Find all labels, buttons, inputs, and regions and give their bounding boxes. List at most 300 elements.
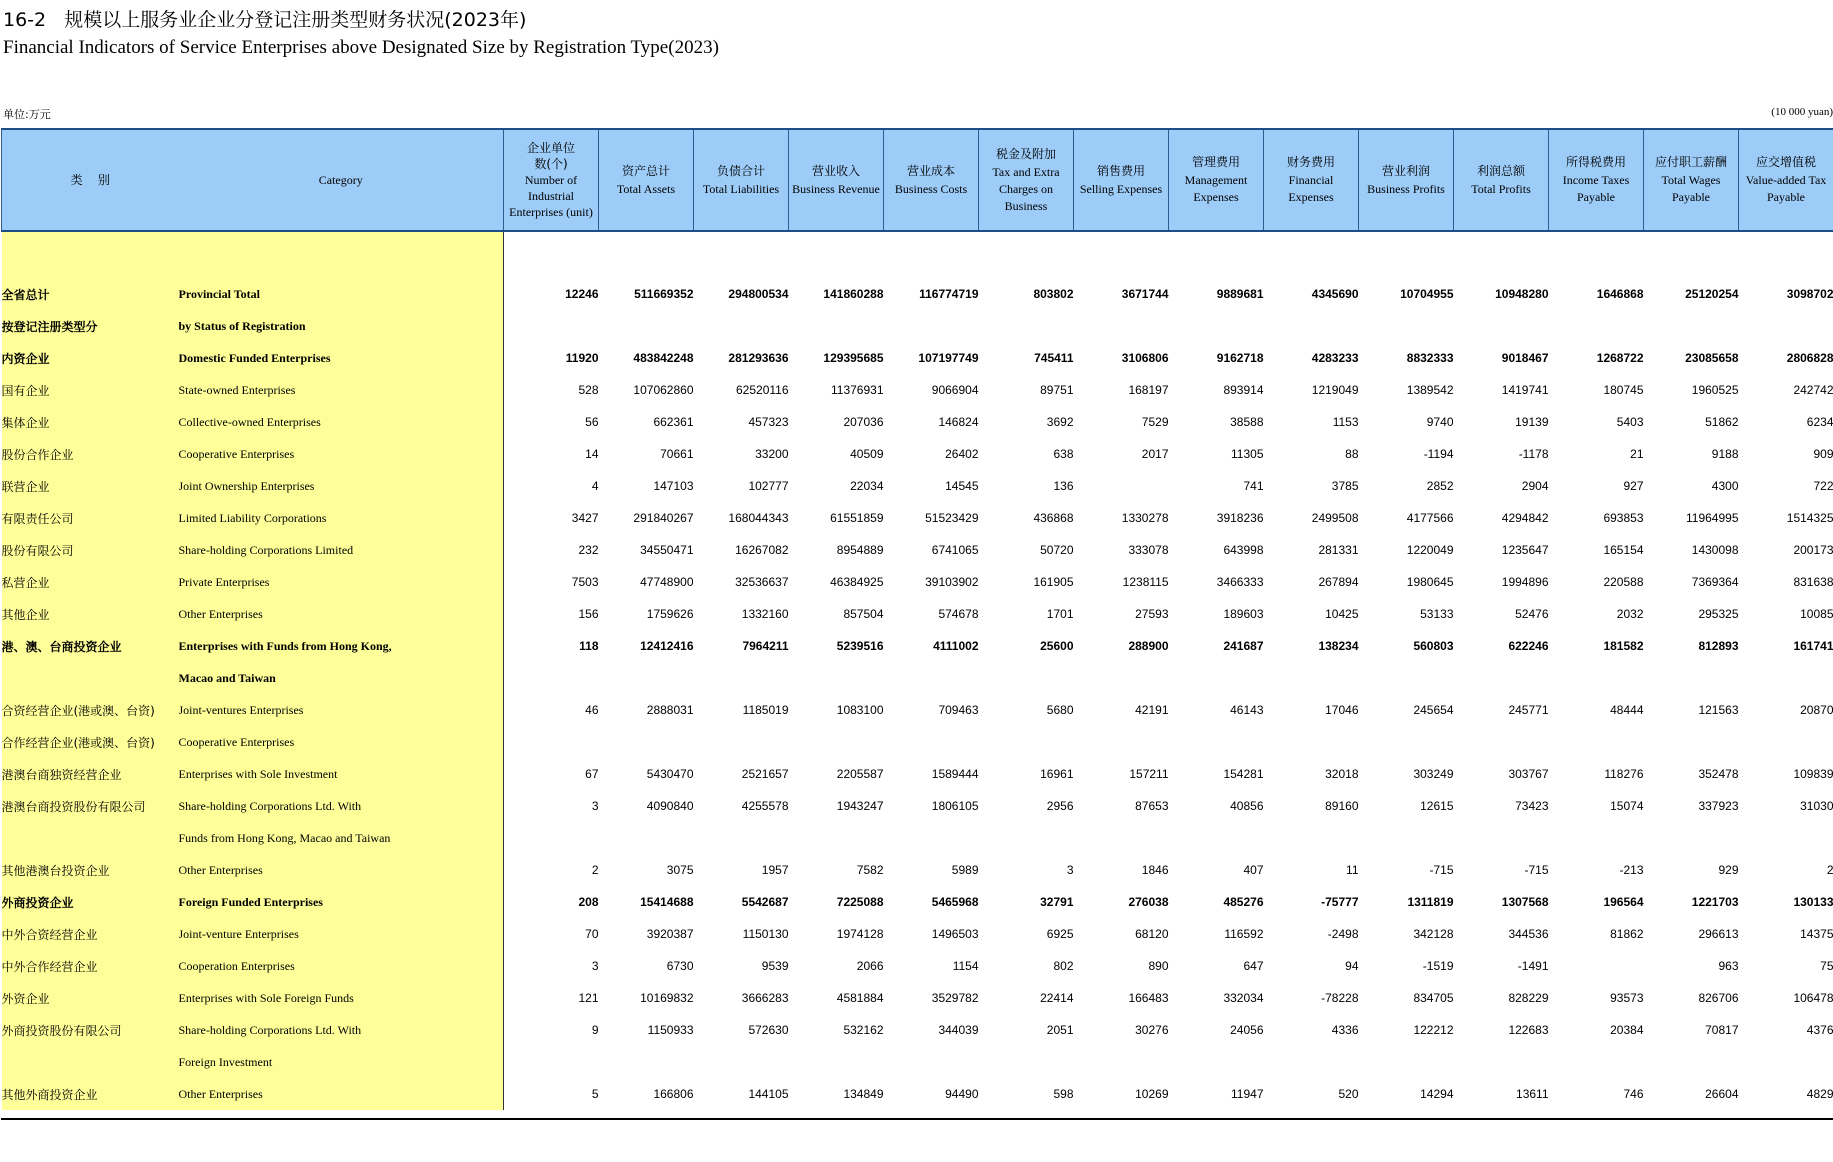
cell-value: -1178: [1518, 447, 1549, 461]
cell-value: 40509: [850, 447, 884, 461]
cell-value: 1980645: [1406, 575, 1454, 589]
cell-value: 6741065: [931, 543, 979, 557]
row-category-cn: 集体企业: [2, 406, 179, 438]
row-category-en: State-owned Enterprises: [179, 374, 504, 406]
cell-value: 46384925: [830, 575, 884, 589]
cell-value: [1739, 310, 1833, 342]
cell-value: 2017: [1141, 447, 1169, 461]
table-code: 16-2: [3, 9, 47, 31]
cell-value: [1454, 822, 1549, 854]
cell-value: 168044343: [728, 511, 789, 525]
cell-value: 1083100: [836, 703, 884, 717]
cell-value: 7529: [1141, 415, 1169, 429]
header-total-liabilities-en: Total Liabilities: [702, 181, 780, 196]
cell-value: -213: [1619, 863, 1644, 877]
cell-value: 12246: [565, 287, 599, 301]
cell-value: 1514325: [1786, 511, 1833, 525]
cell-value: 9889681: [1216, 287, 1264, 301]
cell-value: 242742: [1793, 383, 1833, 397]
cell-value: [1739, 726, 1833, 758]
cell-value: 2051: [1046, 1023, 1074, 1037]
table-row: [2, 566, 1833, 598]
cell-value: 828229: [1508, 991, 1549, 1005]
cell-value: [1264, 822, 1359, 854]
cell-value: 121: [578, 991, 599, 1005]
header-selling-expenses-cn: 销售费用: [1096, 163, 1145, 178]
cell-value: 122212: [1413, 1023, 1454, 1037]
cell-value: [694, 822, 789, 854]
row-category-en: Private Enterprises: [179, 566, 504, 598]
cell-value: [1074, 822, 1169, 854]
cell-value: 3529782: [931, 991, 979, 1005]
row-category-en: Joint Ownership Enterprises: [179, 470, 504, 502]
cell-value: [1074, 662, 1169, 694]
cell-value: -715: [1429, 863, 1454, 877]
header-income-taxes-en: Income Taxes Payable: [1562, 173, 1630, 204]
statistics-table: [1, 128, 1833, 1110]
cell-value: 5: [591, 1087, 599, 1101]
cell-value: [979, 310, 1074, 342]
header-wages-payable: [1644, 129, 1739, 231]
cell-value: 1943247: [836, 799, 884, 813]
cell-value: 9188: [1711, 447, 1739, 461]
cell-value: 826706: [1698, 991, 1739, 1005]
cell-value: 1846: [1141, 863, 1169, 877]
cell-value: 116774719: [919, 287, 979, 301]
table-row: [2, 822, 1833, 854]
cell-value: 511669352: [634, 287, 694, 301]
cell-value: [1074, 310, 1169, 342]
cell-value: 15414688: [640, 895, 694, 909]
cell-value: 2205587: [836, 767, 884, 781]
cell-value: 20870: [1800, 703, 1833, 717]
cell-value: [504, 726, 599, 758]
cell-value: [1074, 1046, 1169, 1078]
cell-value: 189603: [1223, 607, 1264, 621]
header-wages-payable-cn: 应付职工薪酬: [1654, 155, 1727, 169]
cell-value: 141860288: [823, 287, 884, 301]
cell-value: 893914: [1223, 383, 1264, 397]
cell-value: 138234: [1318, 639, 1359, 653]
cell-value: 5989: [951, 863, 979, 877]
cell-value: 10948280: [1495, 287, 1549, 301]
header-business-costs: [884, 129, 979, 231]
cell-value: 166483: [1128, 991, 1169, 1005]
cell-value: 53133: [1420, 607, 1454, 621]
cell-value: 267894: [1318, 575, 1359, 589]
cell-value: 7369364: [1691, 575, 1739, 589]
cell-value: 32018: [1325, 767, 1359, 781]
cell-value: 118276: [1604, 767, 1644, 781]
cell-value: 13611: [1516, 1087, 1549, 1101]
cell-value: 1238115: [1122, 575, 1169, 589]
cell-value: 16267082: [735, 543, 789, 557]
cell-value: 16961: [1040, 767, 1074, 781]
cell-value: 245654: [1413, 703, 1454, 717]
cell-value: 2499508: [1311, 511, 1359, 525]
cell-value: 2888031: [646, 703, 694, 717]
cell-value: 2852: [1426, 479, 1454, 493]
cell-value: [1549, 822, 1644, 854]
cell-value: 46143: [1230, 703, 1264, 717]
cell-value: 70661: [660, 447, 694, 461]
table-row: [2, 1014, 1833, 1046]
header-vat-payable: [1739, 129, 1833, 231]
cell-value: [504, 662, 599, 694]
cell-value: [1644, 726, 1739, 758]
cell-value: 572630: [748, 1023, 789, 1037]
table-row: [2, 342, 1833, 374]
cell-value: [1359, 822, 1454, 854]
table-title-en: Financial Indicators of Service Enterprises above Designated Size by Registration Type(2023): [3, 37, 719, 58]
cell-value: 39103902: [925, 575, 979, 589]
row-category-cn: 国有企业: [2, 374, 179, 406]
cell-value: 5465968: [931, 895, 979, 909]
cell-value: 9740: [1426, 415, 1454, 429]
cell-value: 161741: [1793, 639, 1833, 653]
cell-value: [1359, 310, 1454, 342]
row-category-cn: 港澳台商独资经营企业: [2, 758, 179, 790]
cell-value: 1646868: [1596, 287, 1644, 301]
row-category-cn: 合资经营企业(港或澳、台资): [2, 694, 179, 726]
cell-value: 11947: [1231, 1087, 1264, 1101]
cell-value: 26402: [945, 447, 979, 461]
cell-value: 457323: [748, 415, 789, 429]
header-enterprises-en: Number of Industrial Enterprises (unit): [509, 173, 593, 219]
cell-value: 1430098: [1691, 543, 1739, 557]
header-row: [2, 129, 1833, 231]
header-tax-extra-charges-cn: 税金及附加: [995, 146, 1056, 161]
cell-value: [789, 822, 884, 854]
cell-value: 812893: [1698, 639, 1739, 653]
cell-value: 15074: [1610, 799, 1644, 813]
cell-value: [1359, 1046, 1454, 1078]
row-category-en: by Status of Registration: [179, 310, 504, 342]
cell-value: [1169, 1046, 1264, 1078]
cell-value: 1185019: [742, 703, 789, 717]
cell-value: 333078: [1128, 543, 1169, 557]
table-row: [2, 1078, 1833, 1110]
table-row: [2, 406, 1833, 438]
cell-value: 4111002: [933, 639, 979, 653]
table-title-cn: [3, 5, 526, 29]
row-category-en: Provincial Total: [179, 278, 504, 310]
cell-value: 1311819: [1407, 895, 1454, 909]
cell-value: 638: [1053, 447, 1074, 461]
cell-value: 927: [1623, 479, 1644, 493]
cell-value: 3666283: [741, 991, 789, 1005]
cell-value: 165154: [1603, 543, 1644, 557]
cell-value: 102777: [748, 479, 789, 493]
cell-value: [1549, 726, 1644, 758]
cell-value: [1739, 822, 1833, 854]
cell-value: 3692: [1046, 415, 1074, 429]
cell-value: 1957: [761, 863, 789, 877]
cell-value: 295325: [1698, 607, 1739, 621]
row-category-cn: 其他企业: [2, 598, 179, 630]
table-row: [2, 1046, 1833, 1078]
cell-value: 929: [1718, 863, 1739, 877]
cell-value: 11376931: [831, 383, 884, 397]
cell-value: 19139: [1515, 415, 1549, 429]
cell-value: [1549, 662, 1644, 694]
cell-value: 407: [1243, 863, 1264, 877]
row-category-cn: 按登记注册类型分: [2, 310, 179, 342]
cell-value: 9539: [761, 959, 789, 973]
cell-value: 181582: [1603, 639, 1644, 653]
header-business-costs-cn: 营业成本: [906, 163, 955, 178]
cell-value: 342128: [1413, 927, 1454, 941]
cell-value: 3920387: [646, 927, 694, 941]
cell-value: 48444: [1610, 703, 1644, 717]
cell-value: [1074, 470, 1169, 502]
row-category-cn: 外资企业: [2, 982, 179, 1014]
cell-value: 1220049: [1406, 543, 1454, 557]
cell-value: 802: [1053, 959, 1074, 973]
cell-value: 3427: [571, 511, 599, 525]
row-category-cn: 私营企业: [2, 566, 179, 598]
header-financial-expenses-cn: 财务费用: [1286, 155, 1335, 169]
cell-value: 26604: [1705, 1087, 1739, 1101]
row-category-en: Enterprises with Sole Foreign Funds: [179, 982, 504, 1014]
row-category-cn: 联营企业: [2, 470, 179, 502]
cell-value: 116592: [1224, 927, 1264, 941]
cell-value: [599, 726, 694, 758]
header-business-revenue: [789, 129, 884, 231]
cell-value: 34550471: [640, 543, 694, 557]
cell-value: 834705: [1413, 991, 1454, 1005]
cell-value: 643998: [1223, 543, 1264, 557]
cell-value: 220588: [1603, 575, 1644, 589]
cell-value: 1960525: [1691, 383, 1739, 397]
cell-value: [1264, 662, 1359, 694]
cell-value: 647: [1243, 959, 1264, 973]
row-category-cn: 股份合作企业: [2, 438, 179, 470]
cell-value: [1549, 950, 1644, 982]
row-category-en: Share-holding Corporations Ltd. With: [179, 1014, 504, 1046]
header-total-profits-cn: 利润总额: [1476, 163, 1525, 178]
table-row: [2, 310, 1833, 342]
cell-value: 4177566: [1406, 511, 1454, 525]
cell-value: 8832333: [1406, 351, 1454, 365]
cell-value: [694, 1046, 789, 1078]
cell-value: 22414: [1040, 991, 1074, 1005]
cell-value: 11: [1346, 863, 1359, 877]
cell-value: 75: [1820, 959, 1833, 973]
cell-value: 4345690: [1311, 287, 1359, 301]
cell-value: 196564: [1603, 895, 1644, 909]
cell-value: [1454, 662, 1549, 694]
cell-value: [599, 662, 694, 694]
cell-value: 1994896: [1501, 575, 1549, 589]
cell-value: 3: [591, 799, 599, 813]
cell-value: [504, 310, 599, 342]
cell-value: 288900: [1128, 639, 1169, 653]
row-category-en: Enterprises with Sole Investment: [179, 758, 504, 790]
row-category-cn: 股份有限公司: [2, 534, 179, 566]
cell-value: 136: [1053, 479, 1074, 493]
row-category-cn: 其他港澳台投资企业: [2, 854, 179, 886]
cell-value: 10425: [1325, 607, 1359, 621]
cell-value: [1169, 662, 1264, 694]
cell-value: 709463: [938, 703, 979, 717]
cell-value: 12615: [1420, 799, 1454, 813]
cell-value: 4581884: [836, 991, 884, 1005]
cell-value: 1221703: [1691, 895, 1739, 909]
cell-value: 3918236: [1216, 511, 1264, 525]
cell-value: 1759626: [646, 607, 694, 621]
cell-value: 6730: [666, 959, 694, 973]
header-business-profits: [1359, 129, 1454, 231]
cell-value: 129395685: [823, 351, 884, 365]
cell-value: 25120254: [1685, 287, 1739, 301]
header-selling-expenses-en: Selling Expenses: [1079, 181, 1163, 196]
header-business-revenue-cn: 营业收入: [811, 163, 860, 178]
cell-value: 31030: [1800, 799, 1833, 813]
header-business-costs-en: Business Costs: [894, 181, 968, 196]
cell-value: 12412416: [640, 639, 694, 653]
cell-value: [979, 822, 1074, 854]
cell-value: 10085: [1800, 607, 1833, 621]
cell-value: 2904: [1521, 479, 1549, 493]
row-category-cn: 外商投资企业: [2, 886, 179, 918]
table-title-cn-text: 规模以上服务业企业分登记注册类型财务状况(2023年): [64, 9, 527, 31]
cell-value: -78228: [1321, 991, 1359, 1005]
cell-value: [789, 310, 884, 342]
row-category-en: Macao and Taiwan: [179, 662, 504, 694]
cell-value: 56: [585, 415, 599, 429]
row-category-en: Share-holding Corporations Ltd. With: [179, 790, 504, 822]
cell-value: 5403: [1616, 415, 1644, 429]
cell-value: [504, 822, 599, 854]
cell-value: 157211: [1129, 767, 1169, 781]
cell-value: [1454, 310, 1549, 342]
cell-value: 51523429: [925, 511, 979, 525]
cell-value: [1644, 662, 1739, 694]
cell-value: 61551859: [830, 511, 884, 525]
header-total-assets-en: Total Assets: [616, 181, 676, 196]
row-category-en: Other Enterprises: [179, 1078, 504, 1110]
cell-value: [1644, 1046, 1739, 1078]
header-tax-extra-charges-en: Tax and Extra Charges on Business: [992, 164, 1060, 213]
cell-value: [1264, 1046, 1359, 1078]
cell-value: [1549, 310, 1644, 342]
cell-value: 4829: [1806, 1087, 1833, 1101]
cell-value: 2956: [1046, 799, 1074, 813]
cell-value: 6234: [1806, 415, 1833, 429]
cell-value: 38588: [1230, 415, 1264, 429]
cell-value: 10169832: [640, 991, 694, 1005]
row-category-cn: [2, 822, 179, 854]
cell-value: -1491: [1517, 959, 1549, 973]
cell-value: [884, 726, 979, 758]
cell-value: [884, 662, 979, 694]
cell-value: 1806105: [931, 799, 979, 813]
cell-value: 68120: [1135, 927, 1169, 941]
row-category-en: Enterprises with Funds from Hong Kong,: [179, 630, 504, 662]
cell-value: [789, 1046, 884, 1078]
header-total-assets-cn: 资产总计: [621, 163, 670, 178]
cell-value: 33200: [755, 447, 789, 461]
cell-value: 1235647: [1501, 543, 1549, 557]
cell-value: [694, 662, 789, 694]
table-row: [2, 374, 1833, 406]
row-category-en: Cooperative Enterprises: [179, 726, 504, 758]
cell-value: 857504: [843, 607, 884, 621]
row-category-cn: 内资企业: [2, 342, 179, 374]
table-row: [2, 470, 1833, 502]
header-vat-payable-en: Value-added Tax Payable: [1745, 173, 1827, 204]
cell-value: [979, 662, 1074, 694]
cell-value: 10269: [1135, 1087, 1169, 1101]
cell-value: 741: [1243, 479, 1264, 493]
cell-value: 22034: [850, 479, 884, 493]
cell-value: 25600: [1040, 639, 1074, 653]
unit-label-en: (10 000 yuan): [1771, 106, 1833, 118]
cell-value: 107062860: [633, 383, 694, 397]
cell-value: [1074, 726, 1169, 758]
cell-value: 9066904: [931, 383, 979, 397]
cell-value: 803802: [1033, 287, 1074, 301]
cell-value: 8954889: [836, 543, 884, 557]
table-row: [2, 950, 1833, 982]
table-row: [2, 438, 1833, 470]
cell-value: 3106806: [1121, 351, 1169, 365]
cell-value: 722: [1813, 479, 1833, 493]
row-category-en: Foreign Funded Enterprises: [179, 886, 504, 918]
cell-value: 276038: [1128, 895, 1169, 909]
cell-value: 73423: [1515, 799, 1549, 813]
cell-value: 745411: [1034, 351, 1074, 365]
cell-value: -715: [1524, 863, 1549, 877]
row-category-cn: [2, 662, 179, 694]
cell-value: 2: [1826, 863, 1833, 877]
cell-value: 50720: [1040, 543, 1074, 557]
cell-value: [504, 1046, 599, 1078]
cell-value: 94: [1345, 959, 1359, 973]
table-row: [2, 694, 1833, 726]
table-row: [2, 918, 1833, 950]
cell-value: 296613: [1698, 927, 1739, 941]
cell-value: 622246: [1508, 639, 1549, 653]
cell-value: 2: [591, 863, 599, 877]
cell-value: 520: [1338, 1087, 1359, 1101]
row-category-en: Domestic Funded Enterprises: [179, 342, 504, 374]
cell-value: 344039: [938, 1023, 979, 1037]
cell-value: 52476: [1515, 607, 1549, 621]
cell-value: 294800534: [728, 287, 789, 301]
cell-value: 281293636: [728, 351, 789, 365]
cell-value: 909: [1813, 447, 1833, 461]
cell-value: [1549, 1046, 1644, 1078]
cell-value: 7964211: [742, 639, 789, 653]
header-management-expenses: [1169, 129, 1264, 231]
cell-value: 122683: [1508, 1023, 1549, 1037]
cell-value: [599, 822, 694, 854]
cell-value: [979, 1046, 1074, 1078]
cell-value: [694, 726, 789, 758]
cell-value: 62520116: [736, 383, 789, 397]
cell-value: 4294842: [1501, 511, 1549, 525]
cell-value: 1701: [1046, 607, 1074, 621]
row-category-en: Cooperation Enterprises: [179, 950, 504, 982]
header-category-en: Category: [179, 129, 504, 231]
cell-value: 303249: [1413, 767, 1454, 781]
cell-value: 107197749: [918, 351, 979, 365]
cell-value: 3466333: [1216, 575, 1264, 589]
table-row: [2, 502, 1833, 534]
cell-value: 281331: [1318, 543, 1359, 557]
